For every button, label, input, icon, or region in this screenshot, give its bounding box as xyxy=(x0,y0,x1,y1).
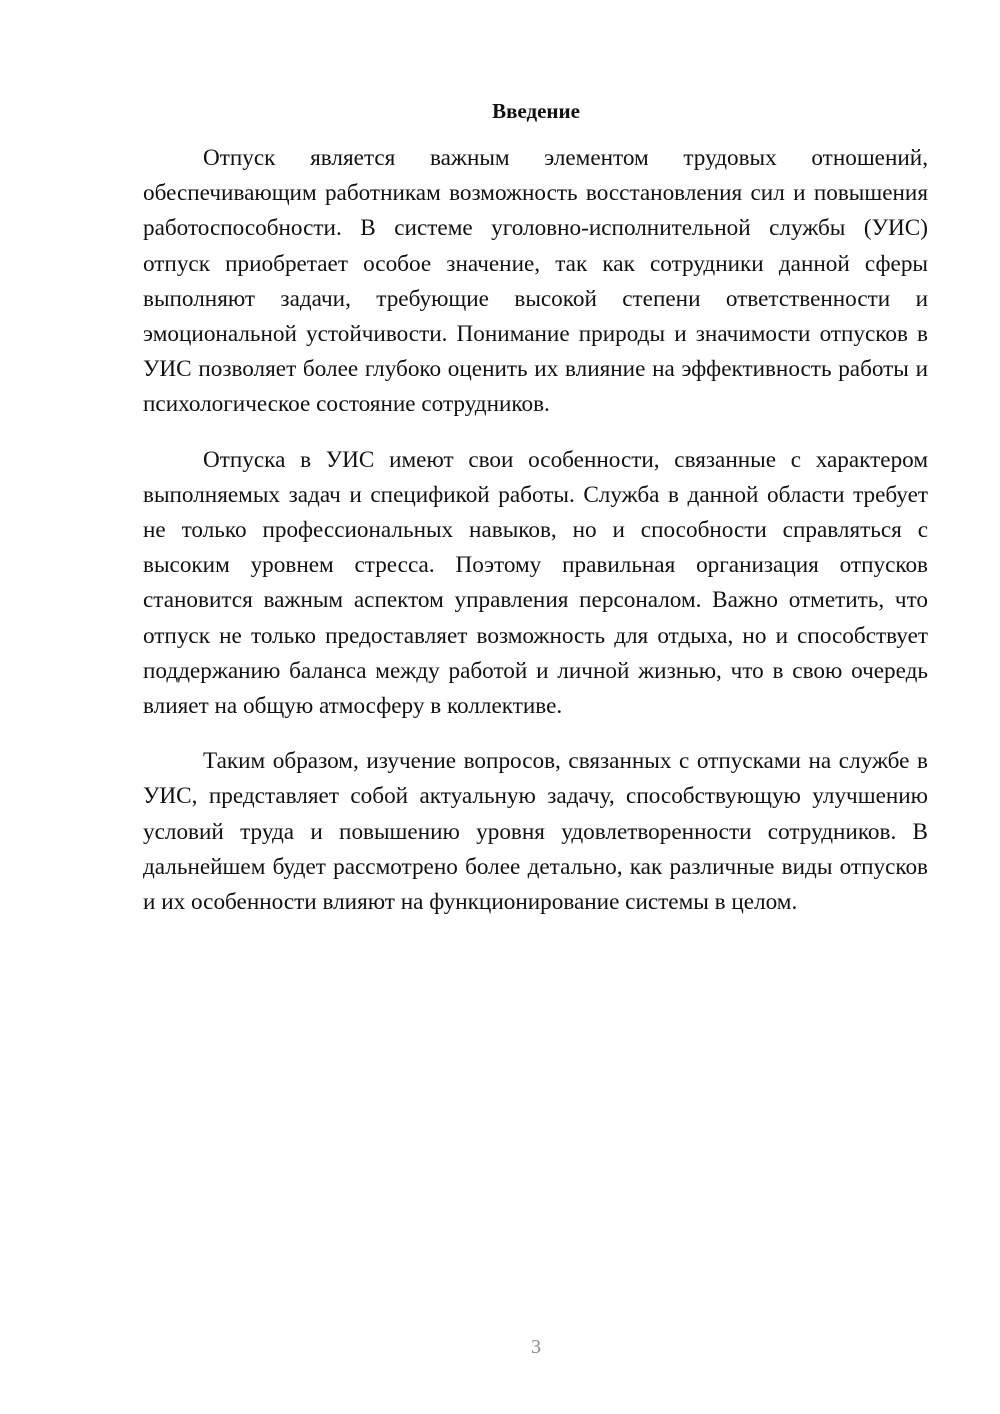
section-heading: Введение xyxy=(492,99,580,123)
paragraph-3: Таким образом, изучение вопросов, связанных с отпусками на службе в УИС, представляет собой актуальную задачу, способствующую улучшению условий труда и повышению уровня удовлетворенности сотрудников. В дальнейшем будет рассмотрено более детально, как различные виды отпусков и их особенности влияют на функционирование системы в целом. xyxy=(143,748,928,916)
page-number: 3 xyxy=(531,1336,541,1358)
paragraph-1: Отпуск является важным элементом трудовых отношений, обеспечивающим работникам возможность восстановления сил и повышения работоспособности. В системе уголовно-исполнительной службы (УИС) отпуск приобретает особое значение, так как сотрудники данной сферы выполняют задачи, требующие высокой степени ответственности и эмоциональной устойчивости. Понимание природы и значимости отпусков в УИС позволяет более глубоко оценить их влияние на эффективность работы и психологическое состояние сотрудников. xyxy=(143,145,928,418)
paragraph-2: Отпуска в УИС имеют свои особенности, связанные с характером выполняемых задач и спецификой работы. Служба в данной области требует не только профессиональных навыков, но и способности справляться с высоким уровнем стресса. Поэтому правильная организация отпусков становится важным аспектом управления персоналом. Важно отметить, что отпуск не только предоставляет возможность для отдыха, но и способствует поддержанию баланса между работой и личной жизнью, что в свою очередь влияет на общую атмосферу в коллективе. xyxy=(143,446,928,720)
body-text xyxy=(143,141,928,940)
